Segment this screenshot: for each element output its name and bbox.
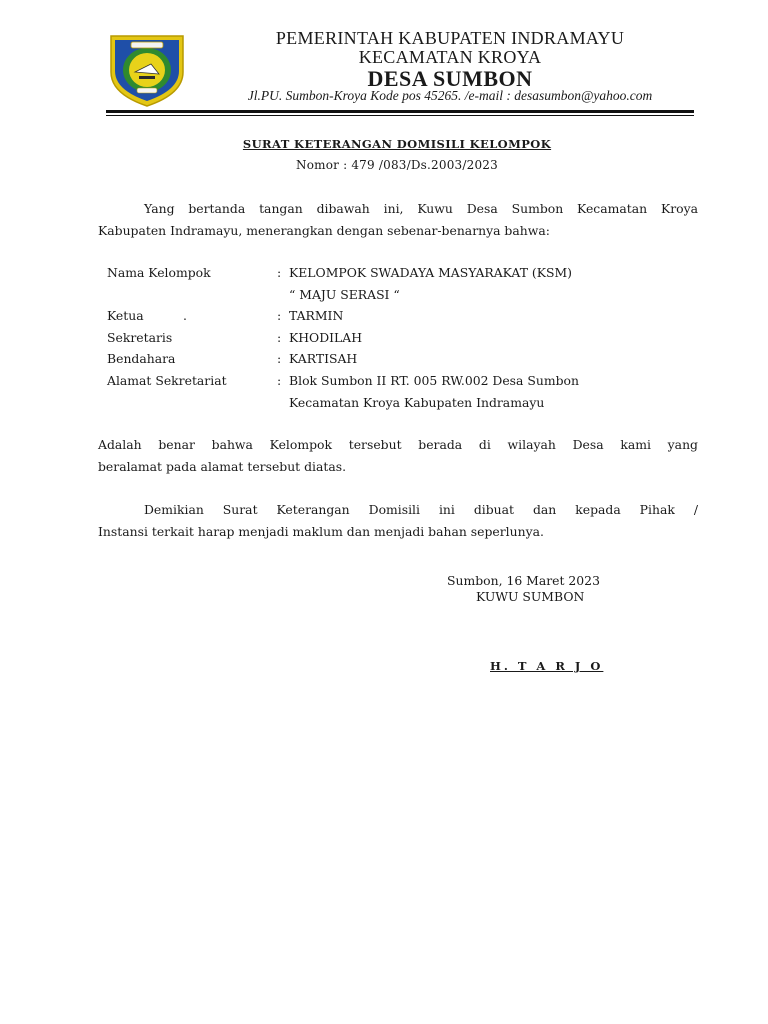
signature-place-date: Sumbon, 16 Maret 2023: [447, 573, 600, 588]
field-colon: :: [277, 373, 282, 388]
field-label-group-name: Nama Kelompok: [107, 265, 211, 280]
signatory-name: H. T A R J O: [490, 659, 604, 673]
field-label-secretary: Sekretaris: [107, 330, 173, 345]
intro-line-2: Kabupaten Indramayu, menerangkan dengan sebenar-benarnya bahwa:: [98, 223, 550, 238]
district-name: KECAMATAN KROYA: [358, 47, 542, 67]
field-value-group-name-2: “ MAJU SERASI “: [289, 287, 400, 302]
intro-line-1: Yang bertanda tangan dibawah ini, Kuwu Desa Sumbon Kecamatan Kroya: [144, 201, 698, 216]
field-colon: :: [277, 265, 282, 280]
closing-line-2: Instansi terkait harap menjadi maklum dan menjadi bahan seperlunya.: [98, 524, 544, 539]
document-number: Nomor : 479 /083/Ds.2003/2023: [296, 158, 498, 172]
field-value-treasurer: KARTISAH: [289, 351, 358, 366]
field-label-treasurer: Bendahara: [107, 351, 176, 366]
field-value-secretariat-address: Blok Sumbon II RT. 005 RW.002 Desa Sumbon: [289, 373, 579, 388]
signature-position: KUWU SUMBON: [476, 589, 585, 604]
field-value-secretariat-address-2: Kecamatan Kroya Kabupaten Indramayu: [289, 395, 545, 410]
letterhead-divider-thin: [106, 115, 694, 116]
government-name: PEMERINTAH KABUPATEN INDRAMAYU: [275, 28, 625, 48]
field-colon: :: [277, 351, 282, 366]
field-colon: :: [277, 330, 282, 345]
statement-line-2: beralamat pada alamat tersebut diatas.: [98, 459, 347, 474]
field-label-secretariat-address: Alamat Sekretariat: [107, 373, 227, 388]
field-value-group-name: KELOMPOK SWADAYA MASYARAKAT (KSM): [289, 265, 572, 280]
letterhead-divider: [106, 110, 694, 113]
field-label-chairman: Ketua .: [107, 308, 187, 323]
closing-line-1: Demikian Surat Keterangan Domisili ini dibuat dan kepada Pihak /: [144, 502, 698, 517]
statement-line-1: Adalah benar bahwa Kelompok tersebut berada di wilayah Desa kami yang: [98, 437, 698, 452]
village-address: Jl.PU. Sumbon-Kroya Kode pos 45265. /e-mail : desasumbon@yahoo.com: [247, 88, 653, 103]
village-name: DESA SUMBON: [367, 66, 533, 91]
field-value-chairman: TARMIN: [289, 308, 344, 323]
document-title: SURAT KETERANGAN DOMISILI KELOMPOK: [242, 137, 552, 151]
field-value-secretary: KHODILAH: [289, 330, 363, 345]
regency-crest-icon: [105, 28, 189, 108]
field-colon: :: [277, 308, 282, 323]
